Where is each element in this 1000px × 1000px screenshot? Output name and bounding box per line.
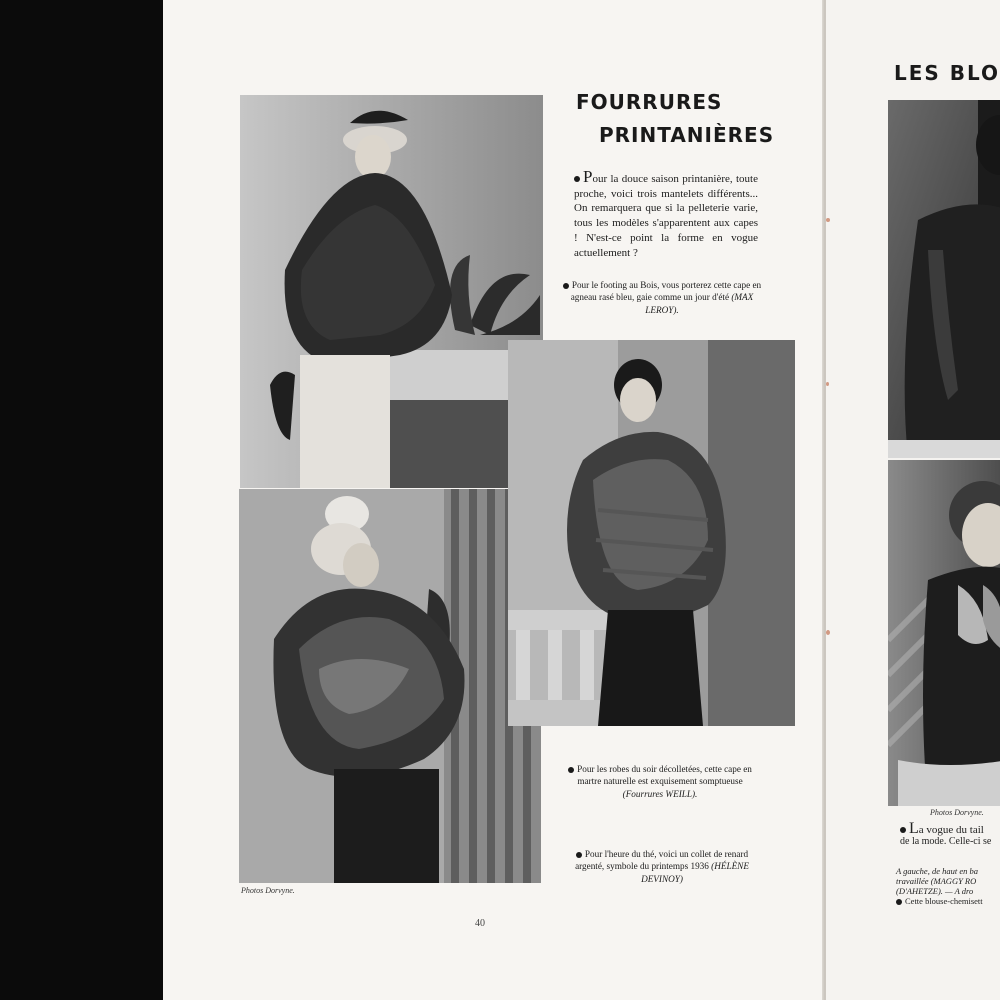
- photo-cape-martre: [508, 340, 795, 726]
- intro-paragraph: [574, 167, 758, 260]
- caption-text: Pour l'heure du thé, voici un collet de renard argenté, symbole du printemps 1936: [575, 849, 749, 872]
- right-text-line: Cette blouse-chemisett: [905, 896, 983, 906]
- article-title-line-1: FOURRURES: [576, 90, 723, 114]
- right-body-line-3: A gauche, de haut en ba: [896, 866, 978, 876]
- photo-blouse-model-2: [888, 460, 1000, 806]
- photo-collet-renard: [239, 489, 541, 883]
- right-page-title: LES BLO: [894, 61, 1000, 85]
- right-body-line-2: de la mode. Celle-ci se: [900, 836, 992, 847]
- caption-cape-agneau: [562, 279, 762, 316]
- right-body-line-4: travaillée (MAGGY RO: [896, 876, 977, 886]
- bullet-icon: [574, 176, 580, 182]
- right-dropcap: L: [909, 820, 919, 837]
- right-text-line: a vogue du tail: [918, 824, 984, 836]
- bullet-icon: [568, 767, 574, 773]
- caption-text: Pour les robes du soir décolletées, cette cape en martre naturelle est exquisement somptueuse: [577, 764, 752, 787]
- foxing-stain: [826, 218, 830, 222]
- foxing-stain: [826, 630, 830, 635]
- intro-dropcap: P: [583, 167, 593, 186]
- article-title-line-2: PRINTANIÈRES: [599, 123, 775, 147]
- bullet-icon: [896, 899, 902, 905]
- caption-credit: (HÉLÈNE DEVINOY): [641, 861, 749, 884]
- right-body-line-6: [896, 896, 983, 906]
- photo-blouse-model-1: [888, 100, 1000, 458]
- caption-credit: (Fourrures WEILL).: [622, 788, 698, 799]
- left-photo-credit: Photos Dorvyne.: [241, 886, 295, 895]
- bullet-icon: [576, 852, 582, 858]
- page-number: 40: [475, 918, 485, 929]
- foxing-stain: [826, 382, 829, 386]
- right-page: [826, 0, 1000, 1000]
- bullet-icon: [900, 827, 906, 833]
- caption-text: Pour le footing au Bois, vous porterez cette cape en agneau rasé bleu, gaie comme un jour d'été: [570, 280, 762, 303]
- intro-text: our la douce saison printanière, toute proche, voici trois mantelets différents... On remarquera que si la pelleterie varie, tous les modèles s'apparentent aux capes ! N'est-ce point la forme en vogue actuellement ?: [574, 173, 758, 259]
- caption-cape-martre: [562, 763, 758, 800]
- caption-collet-renard: [565, 848, 759, 885]
- photo-cape-agneau: [240, 95, 543, 488]
- bullet-icon: [563, 283, 569, 289]
- caption-credit: (MAX LEROY).: [645, 292, 754, 315]
- right-photo-credit: Photos Dorvyne.: [930, 808, 984, 817]
- right-body-line-5: (D'AHETZE). — A dro: [896, 886, 974, 896]
